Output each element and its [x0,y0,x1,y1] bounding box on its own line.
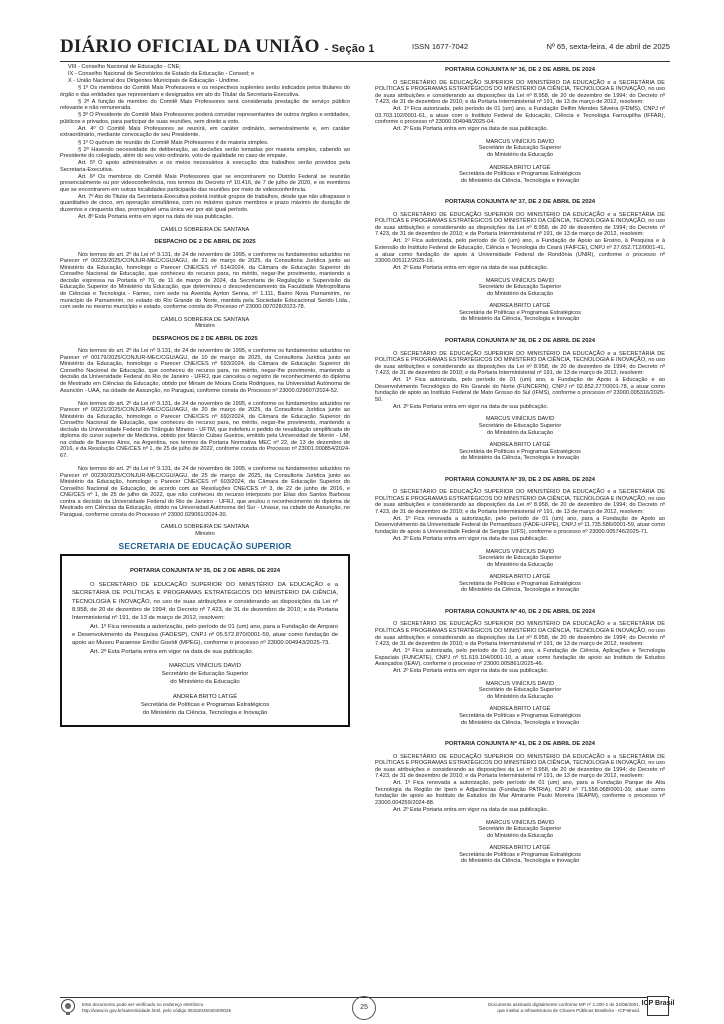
signer-name: ANDREA BRITO LATGÉ [489,303,551,310]
signature-block [375,416,665,461]
signer-role: Secretário de Educação Superior [478,145,562,152]
signature-note [420,1002,640,1014]
signer-role: do Ministério da Educação [170,679,240,686]
signer-role: Secretário de Educação Superior [478,284,562,291]
paragraph: O SECRETÁRIO DE EDUCAÇÃO SUPERIOR DO MINISTÉRIO DA EDUCAÇÃO e a SECRETÁRIA DE POLÍTICAS E PROGRAMAS ESTRATÉGICOS DO MINISTÉRIO DA CIÊNCIA, TECNOLOGIA E INOVAÇÃO, no uso de suas atribuições e considerando as disposições da Lei nº 8.958, de 20 de dezembro de 1994; do Decreto nº 7.423, de 31 de dezembro de 2010; e da Portaria Interministerial nº 191, de 13 de março de 2012, resolvem: [375,79,666,106]
portaria-title: PORTARIA CONJUNTA Nº 39, DE 2 DE ABRIL DE 2024 [444,476,596,483]
paragraph: Art. 1º Fica autorizada, pelo período de 01 (um) ano, a Fundação de Ciência, Aplicações e Tecnologia Espaciais (FUNCATE), CNPJ nº 51.619.104/0001-10, a atuar como fundação de apoio ao Instituto de Estudos Avançados (IEAV), conforme o processo nº 23000.005861/2025-46. [375,648,665,668]
signer-role: Secretário de Educação Superior [478,422,562,429]
despacho-title: DESPACHOS DE 2 DE ABRIL DE 2025 [152,335,258,342]
paragraph: Art. 2º Esta Portaria entra em vigor na data de sua publicação. [393,126,549,133]
portaria-title: PORTARIA CONJUNTA Nº 37, DE 2 DE ABRIL DE 2024 [444,199,596,206]
signature-line: Documento assinado digitalmente conforme MP nº 2.200-2 de 24/08/2001, [487,1002,640,1007]
signer-role: do Ministério da Educação [487,290,553,297]
paragraph: IX - Conselho Nacional de Secretários de Estado da Educação - Consed; e [68,71,255,78]
signer-role: Secretário de Educação Superior [478,826,562,833]
signer-role: do Ministério da Educação [487,561,553,568]
signer-role: do Ministério da Ciência, Tecnologia e Inovação [142,710,268,717]
signer-role: Secretário de Educação Superior [161,671,249,678]
signer-role: Secretária de Políticas e Programas Estratégicos [459,448,581,455]
header-rule [60,61,670,62]
page-header [60,36,670,62]
signer-role: Secretária de Políticas e Programas Estratégicos [459,713,581,720]
signer-role: Secretária de Políticas e Programas Estratégicos [459,580,581,587]
portaria-title: PORTARIA CONJUNTA Nº 41, DE 2 DE ABRIL DE 2024 [444,741,596,748]
signer-role: do Ministério da Educação [487,429,553,436]
signer-name: MARCUS VINÍCIUS DAVID [485,138,555,145]
signer-role: do Ministério da Ciência, Tecnologia e Inovação [460,858,580,865]
signer-role: Ministro [195,530,215,537]
paragraph: Art. 1º Fica renovada a autorização, pelo período de 01 (um) ano, para a Fundação de Amparo e Desenvolvimento da Pesquisa (FADESP), CNPJ nº 05.572.870/0001-59, atuar como fundação de apoio ao Museu Paraense Emílio Goeldi (MPEG), conforme o processo nº 23000.004943/2025-73. [72,623,338,647]
signer-role: do Ministério da Educação [487,152,553,159]
section-label: - Seção 1 [324,43,375,55]
coat-of-arms-icon [60,998,76,1016]
paragraph: Art. 1º Fica renovada a autorização, pelo período de 01 (um) ano, para a Fundação de Apoio ao Desenvolvimento da Universidade Federal de Pernambuco (FADE-UFPE), CNPJ nº 11.735.586/0001-59, atuar como fundação de apoio à Universidade Federal de Sergipe (UFS), conforme o processo nº 23000.005746/2025-71. [375,515,665,536]
signer-role: do Ministério da Ciência, Tecnologia e Inovação [460,177,580,184]
portaria-title: PORTARIA CONJUNTA Nº 40, DE 2 DE ABRIL DE 2024 [444,608,596,615]
signer-role: do Ministério da Ciência, Tecnologia e Inovação [460,316,580,323]
signer-role: Secretária de Políticas e Programas Estratégicos [459,309,581,316]
signer-role: Secretária de Políticas e Programas Estratégicos [459,171,581,178]
icp-brasil-logo [641,996,675,1018]
paragraph: § 3º O Presidente do Comitê Mais Professores poderá convidar representantes de outros órgãos e entidades, públicos e privados, para participar de suas reuniões, sem direito a voto. [60,112,350,125]
paragraph: Nos termos do art. 2º da Lei nº 9.131, de 24 de novembro de 1995, e conforme os fundamentos aduzidos no Parecer nº 00230/2025/CONJUR-MEC/CGU/AGU, de 25 de março de 2025, da Consultoria Jurídica junto ao Ministério da Educação, homologo o Parecer CNE/CES nº 603/2024, da Câmara de Educação Superior do Conselho Nacional de Educação, de acordo com as Resoluções CNE/CES nº 3, de 22 de junho de 2016, e CNE/CES nº 1, de 25 de julho de 2022, que não conheceu do recurso interposto por Elias dos Santos Barbosa contra a decisão da Universidade Federal do Rio de Janeiro - UFRJ, que anulou o reconhecimento do diploma de Mestrado em Ciências da Educação, obtido na Universidad Autónoma del Sur - Unasur, na cidade de Assunção, no Paraguai, conforme consta do Processo nº 23000.029061/2024-30. [60,465,350,518]
journal-title [60,36,375,58]
signer-name: MARCUS VINÍCIUS DAVID [485,819,555,826]
signer-name: ANDREA BRITO LATGÉ [489,442,551,449]
highlighted-portaria-box [60,554,350,727]
paragraph: O SECRETÁRIO DE EDUCAÇÃO SUPERIOR DO MINISTÉRIO DA EDUCAÇÃO e a SECRETÁRIA DE POLÍTICAS E PROGRAMAS ESTRATÉGICOS DO MINISTÉRIO DA CIÊNCIA, TECNOLOGIA E INOVAÇÃO, no uso de suas atribuições e considerando as disposições da Lei nº 8.958, de 20 de dezembro de 1994; do Decreto nº 7.423, de 31 de dezembro de 2010; e da Portaria Interministerial nº 191, de 13 de março de 2012, resolvem: [72,582,338,622]
signature-block [72,662,338,717]
signer-name: CAMILO SOBREIRA DE SANTANA [160,316,250,323]
signer-role: do Ministério da Ciência, Tecnologia e Inovação [460,587,580,594]
paragraph: Art. 7º Ato do Titular da Secretaria-Executiva poderá instituir grupos de trabalhos, desde que não ultrapasse o quantitativo de cinco, em operação simultânea, com no máximo quinze membros e prazo máximo de duração de duzentos e cinquenta dias, prorrogável uma única vez por até igual período. [60,193,350,213]
signer-name: CAMILO SOBREIRA DE SANTANA [160,226,250,233]
right-column [375,64,665,994]
signer-role: Secretário de Educação Superior [478,555,562,562]
verification-link[interactable]: http://www.in.gov.br/autenticidade.html, pelo código 05152025040400025 [82,1008,232,1013]
paragraph: § 1º O quórum de reunião do Comitê Mais Professores é de maioria simples. [78,139,269,146]
signer-name: MARCUS VINÍCIUS DAVID [485,277,555,284]
signer-name: MARCUS VINÍCIUS DAVID [485,680,555,687]
paragraph: O SECRETÁRIO DE EDUCAÇÃO SUPERIOR DO MINISTÉRIO DA EDUCAÇÃO e a SECRETÁRIA DE POLÍTICAS E PROGRAMAS ESTRATÉGICOS DO MINISTÉRIO DA CIÊNCIA, TECNOLOGIA E INOVAÇÃO, no uso de suas atribuições e considerando as disposições da Lei nº 8.958, de 20 de dezembro de 1994; do Decreto nº 7.423, de 31 de dezembro de 2010; e da Portaria Interministerial nº 191, de 13 de março de 2012, resolvem: [375,489,666,515]
signature-block [375,139,665,184]
page-footer [60,1000,675,1020]
paragraph: Nos termos do art. 2º da Lei nº 9.131, de 24 de novembro de 1995, e conforme os fundamentos aduzidos no Parecer nº 00221/2025/CONJUR-MEC/CGU/AGU, de 20 de março de 2025, da Consultoria Jurídica junto ao Ministério da Educação, homologo o Parecer CNE/CES nº 692/2024, da Câmara de Educação Superior do Conselho Nacional de Educação, que conheceu do recurso para, no mérito, negar-lhe provimento, mantendo a decisão da Universidade Federal do Triângulo Mineiro - UFTM, que indeferiu o pedido de revalidação simplificada do diploma do curso superior de Medicina, obtido por Márcio Cubas Gueiros, emitido pela Universidad de Morón - UM, na cidade de Buenos Aires, na Argentina, nos termos da Portaria Normativa MEC nº 22, de 13 de dezembro de 2016, e da Resolução CNE/CES nº 1, de 25 de julho de 2022, conforme consta do Processo nº 23001.000854/2024-67. [60,400,350,459]
portaria-title: PORTARIA CONJUNTA Nº 36, DE 2 DE ABRIL DE 2024 [444,67,596,73]
signer-role: Ministro [195,323,215,330]
verification-note [82,1002,322,1014]
paragraph: Art. 2º Esta Portaria entra em vigor na data de sua publicação. [393,265,549,272]
paragraph: Art. 1º Fica autorizada, pelo período de 01 (um) ano, a Fundação de Apoio ao Ensino, à Pesquisa e à Extensão do Instituto Federal de Educação, Ciência e Tecnologia do Ceará (FAIFCE), CNPJ nº 27.652.712/0001-41, a atuar como fundação de apoio à Universidade Federal de Rondônia (UNIR), conforme o processo nº 23000.005112/2025-19. [375,238,665,265]
page-number: 25 [352,996,376,1020]
signer-role: Secretária de Políticas e Programas Estratégicos [459,851,581,858]
paragraph: O SECRETÁRIO DE EDUCAÇÃO SUPERIOR DO MINISTÉRIO DA EDUCAÇÃO e a SECRETÁRIA DE POLÍTICAS E PROGRAMAS ESTRATÉGICOS DO MINISTÉRIO DA CIÊNCIA, TECNOLOGIA E INOVAÇÃO, no uso de suas atribuições e considerando as disposições da Lei nº 8.958, de 20 de dezembro de 1994; do Decreto nº 7.423, de 31 de dezembro de 2010; e da Portaria Interministerial nº 191, de 13 de março de 2012, resolvem: [375,211,666,238]
signer-name: ANDREA BRITO LATGÉ [489,574,551,581]
icp-logo-text: ICP Brasil [641,1000,675,1007]
paragraph: VIII - Conselho Nacional de Educação - CNE; [68,64,181,70]
edition-date: Nº 65, sexta-feira, 4 de abril de 2025 [546,42,670,51]
signature-block [375,681,665,726]
paragraph: Art. 2º Esta Portaria entra em vigor na data de sua publicação. [393,807,549,814]
paragraph: Art. 2º Esta Portaria entra em vigor na data de sua publicação. [393,536,549,543]
paragraph: Art. 1º Fica autorizada, pelo período de 01 (um) ano, a Fundação de Apoio à Educação e ao Desenvolvimento Tecnológico do Rio Grande do Norte (FUNCERN), CNPJ nº 02.852.277/0001-78, a atuar como fundação de apoio ao Instituto Federal de Mato Grosso do Sul (IFMS), conforme o processo nº 23000.005316/2025-50. [375,377,665,403]
signature-block [60,524,350,537]
paragraph: Art. 1º Fica autorizada, pelo período de 01 (um) ano, a Fundação Delfim Mendes Silveira (FDMS), CNPJ nº 03.703.102/0001-61, a atuar com o Instituto Federal de Educação, Ciência e Tecnologia Farroupilha (IFFAR), conforme o processo nº 23000.004948/2025-04. [375,106,665,126]
paragraph: Art. 6º Os membros do Comitê Mais Professores que se encontrarem no Distrito Federal se reunirão presencialmente ou por videoconferência, nos termos do Decreto nº 10.416, de 7 de julho de 2020, e os membros que se encontrarem em outras localidades participarão das reuniões por meio de videoconferência. [60,173,350,193]
signer-role: Secretário de Educação Superior [478,687,562,694]
signer-name: CAMILO SOBREIRA DE SANTANA [160,524,250,531]
paragraph: Art. 5º O apoio administrativo e os meios necessários à execução dos trabalhos serão providos pela Secretaria-Executiva. [60,160,350,173]
signature-line: que institui a Infraestrutura de Chaves Públicas Brasileira - ICP-Brasil. [497,1008,640,1013]
paragraph: O SECRETÁRIO DE EDUCAÇÃO SUPERIOR DO MINISTÉRIO DA EDUCAÇÃO e a SECRETÁRIA DE POLÍTICAS E PROGRAMAS ESTRATÉGICOS DO MINISTÉRIO DA CIÊNCIA, TECNOLOGIA E INOVAÇÃO, no uso de suas atribuições e considerando as disposições da Lei nº 8.958, de 20 de dezembro de 1994; do Decreto nº 7.423, de 31 de dezembro de 2010; e da Portaria Interministerial nº 191, de 13 de março de 2012, resolvem: [375,621,666,648]
signature-block [60,227,350,234]
verification-line: Este documento pode ser verificado no endereço eletrônico [82,1002,204,1007]
signer-role: Secretária de Políticas e Programas Estratégicos [140,701,270,708]
paragraph: Art. 2º Esta Portaria entra em vigor na data de sua publicação. [393,403,549,410]
issn: ISSN 1677-7042 [412,42,469,51]
paragraph: Art. 4º O Comitê Mais Professores se reunirá, em caráter ordinário, semestralmente e, em caráter extraordinário, mediante convocação de seu Presidente. [60,125,350,139]
paragraph: O SECRETÁRIO DE EDUCAÇÃO SUPERIOR DO MINISTÉRIO DA EDUCAÇÃO e a SECRETÁRIA DE POLÍTICAS E PROGRAMAS ESTRATÉGICOS DO MINISTÉRIO DA CIÊNCIA, TECNOLOGIA E INOVAÇÃO, no uso de suas atribuições e considerando as disposições da Lei nº 8.958, de 20 de dezembro de 1994; do Decreto nº 7.423, de 31 de dezembro de 2010; e da Portaria Interministerial nº 191, de 13 de março de 2012, resolvem: [375,753,666,780]
signer-name: MARCUS VINÍCIUS DAVID [169,663,241,670]
signature-block [375,820,665,865]
paragraph: § 1º Os membros do Comitê Mais Professores e os respectivos suplentes serão indicados pelos titulares do órgão e das entidades que representam e designados em ato do Titular da Secretaria-Executiva. [60,85,350,98]
signature-block [375,549,665,594]
signer-name: MARCUS VINÍCIUS DAVID [485,416,555,423]
paragraph: § 2º Havendo necessidade de deliberação, as decisões serão tomadas por maioria simples, cabendo ao Presidente do colegiado, além do seu voto ordinário, voto de qualidade no caso de empate. [60,146,350,160]
section-heading: SECRETARIA DE EDUCAÇÃO SUPERIOR [118,541,292,552]
portaria-title: PORTARIA CONJUNTA Nº 38, DE 2 DE ABRIL DE 2024 [444,337,596,344]
signature-block [60,317,350,330]
paragraph: Nos termos do art. 2º da Lei nº 9.131, de 24 de novembro de 1995, e conforme os fundamentos aduzidos no Parecer nº 00179/2025/CONJUR-MEC/CGU/AGU, de 10 de março de 2025, da Consultoria Jurídica junto ao Ministério da Educação, homologo o Parecer CNE/CES nº 693/2024, da Câmara de Educação Superior do Conselho Nacional de Educação, que conheceu do recurso para, no mérito, negar-lhe provimento, mantendo a decisão da Universidade Federal do Rio de Janeiro - UFRJ, que cancelou o registro de reconhecimento do diploma de Mestrado em Ciências da Educação, obtido por Miriam de Moura Costa Rodrigues, na Universidad Autónoma de Asunción - UAA, na cidade de Assunção, no Paraguai, conforme consta do Processo nº 23000.029607/2024-52. [60,348,350,394]
paragraph: Art. 8º Esta Portaria entra em vigor na data de sua publicação. [78,214,234,221]
paragraph: Art. 1º Fica renovada a autorização, pelo período de 01 (um) ano, para a Fundação Parque de Alta Tecnologia da Região de Iperó e Adjacências (Fundação PATRIA), CNPJ nº 71.558.068/0001-39, atuar como fundação de apoio ao Instituto de Estudos do Mar Almirante Paulo Moreira (IEAPM), conforme o processo nº 23000.004259/2024-88. [375,780,665,806]
paragraph: Art. 2º Esta Portaria entra em vigor na data de sua publicação. [90,648,254,655]
paragraph: Nos termos do art. 2º da Lei nº 9.131, de 24 de novembro de 1995, e conforme os fundamentos aduzidos no Parecer nº 00223/2025/CONJUR-MEC/CGU/AGU, de 21 de março de 2025, da Consultoria Jurídica junto ao Ministério da Educação, homologo o Parecer CNE/CES nº 614/2024, da Câmara de Educação Superior do Conselho Nacional de Educação, que conheceu do recurso para, no mérito, negar-lhe provimento, mantendo a decisão expressa na Portaria nº 70, de 11 de março de 2024, da Secretaria de Regulação e Supervisão da Educação Superior do Ministério da Educação, que determinou o descredenciamento da Faculdade Metropolitana de Ciências e Tecnologia - Famec, com sede na Avenida Ayrton Senna, nº 1.111, Bairro Nova Parnamirim, no município de Parnamirim, no estado do Rio Grande do Norte, mantida pela Sociedade Educacional Serido Ltda., com sede no mesmo município e estado, conforme consta do Processo nº 23000.007028/2023-78. [60,251,350,311]
journal-name: DIÁRIO OFICIAL DA UNIÃO [60,36,320,57]
signer-name: ANDREA BRITO LATGÉ [172,693,238,700]
signer-role: do Ministério da Educação [487,832,553,839]
left-column [60,64,350,994]
icp-logo-icon [641,996,675,1016]
paragraph: Art. 2º Esta Portaria entra em vigor na data de sua publicação. [393,668,549,675]
signer-name: ANDREA BRITO LATGÉ [489,845,551,852]
signer-role: do Ministério da Educação [487,693,553,700]
signer-name: ANDREA BRITO LATGÉ [489,706,551,713]
paragraph: X - União Nacional dos Dirigentes Municipais de Educação - Undime. [68,78,240,85]
signer-role: do Ministério da Ciência, Tecnologia e Inovação [460,719,580,726]
despacho-title: DESPACHO DE 2 DE ABRIL DE 2025 [154,239,256,246]
signer-name: MARCUS VINÍCIUS DAVID [485,548,555,555]
paragraph: § 2º A função de membro do Comitê Mais Professores será considerada prestação de serviço público relevante e não remunerada. [60,98,350,112]
signature-block [375,278,665,323]
paragraph: O SECRETÁRIO DE EDUCAÇÃO SUPERIOR DO MINISTÉRIO DA EDUCAÇÃO e a SECRETÁRIA DE POLÍTICAS E PROGRAMAS ESTRATÉGICOS DO MINISTÉRIO DA CIÊNCIA, TECNOLOGIA E INOVAÇÃO, no uso de suas atribuições e considerando as disposições da Lei nº 8.958, de 20 de dezembro de 1994; do Decreto nº 7.423, de 31 de dezembro de 2010; e da Portaria Interministerial nº 191, de 13 de março de 2012, resolvem: [375,350,666,377]
portaria-title: PORTARIA CONJUNTA Nº 35, DE 2 DE ABRIL DE 2024 [129,568,281,574]
signer-role: do Ministério da Ciência, Tecnologia e Inovação [460,455,580,462]
signer-name: ANDREA BRITO LATGÉ [489,164,551,171]
